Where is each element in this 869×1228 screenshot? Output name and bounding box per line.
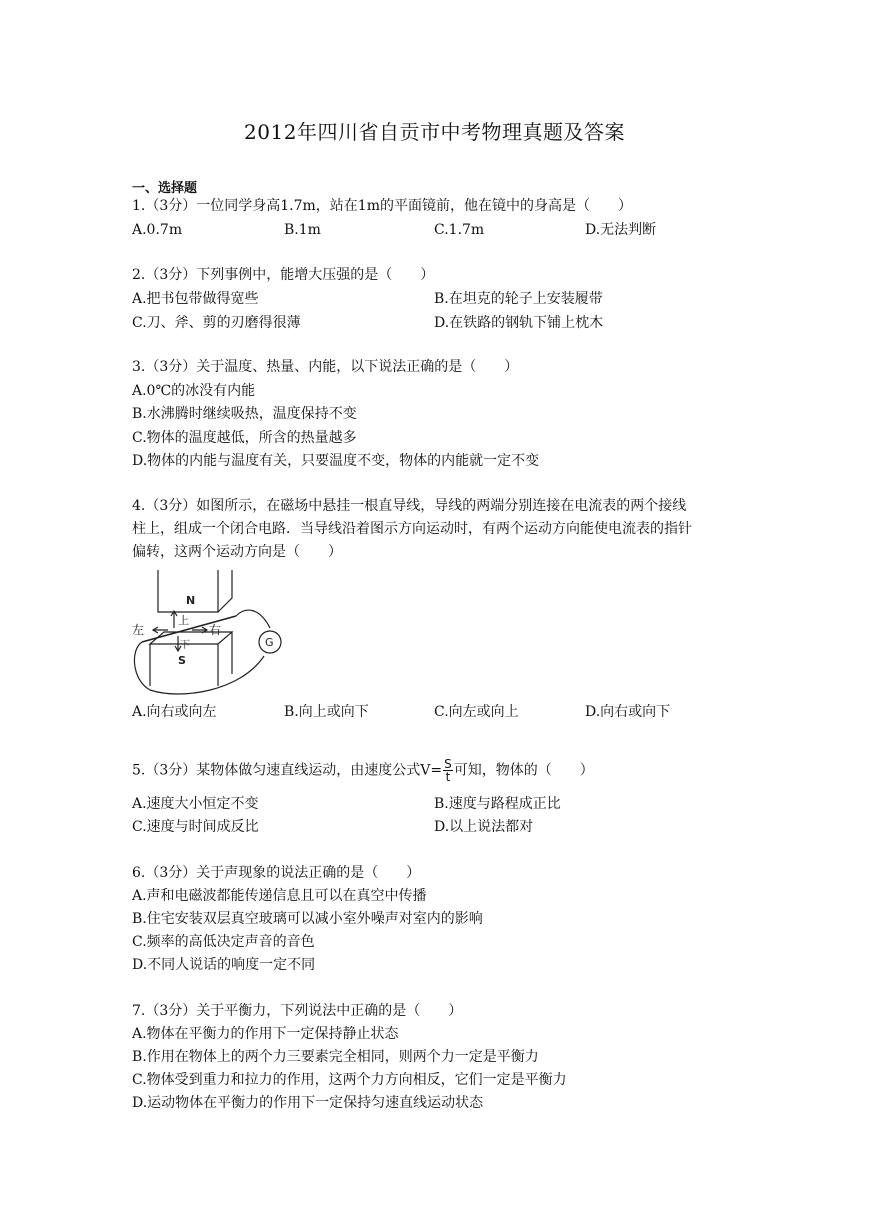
question-2-option-b: B.在坦克的轮子上安装履带 bbox=[434, 291, 603, 307]
question-5-option-c: C.速度与时间成反比 bbox=[132, 819, 259, 835]
question-4-option-c: C.向左或向上 bbox=[434, 704, 519, 720]
right-label: 右 bbox=[209, 623, 222, 637]
question-6-option-b: B.住宅安装双层真空玻璃可以减小室外噪声对室内的影响 bbox=[132, 911, 483, 927]
up-label: 上 bbox=[178, 614, 189, 627]
galvanometer-label: G bbox=[265, 636, 274, 649]
magnetic-induction-diagram bbox=[128, 568, 288, 698]
formula-denominator: t bbox=[445, 770, 451, 784]
question-5-stem-after: 可知，物体的（ ） bbox=[453, 762, 594, 779]
circuit-wire-lower bbox=[134, 642, 264, 694]
north-pole-label: N bbox=[186, 594, 196, 607]
question-6-option-a: A.声和电磁波都能传递信息且可以在真空中传播 bbox=[132, 888, 427, 904]
question-7-option-c: C.物体受到重力和拉力的作用，这两个力方向相反，它们一定是平衡力 bbox=[132, 1072, 567, 1088]
question-5-stem-before: 5.（3分）某物体做匀速直线运动，由速度公式 bbox=[132, 762, 421, 779]
south-magnet-sides bbox=[150, 632, 232, 686]
conductor-wire bbox=[142, 616, 236, 642]
question-1-stem: 1.（3分）一位同学身高1.7m，站在1m的平面镜前，他在镜中的身高是（ ） bbox=[132, 198, 632, 214]
question-3-stem: 3.（3分）关于温度、热量、内能，以下说法正确的是（ ） bbox=[132, 359, 519, 375]
question-2-option-d: D.在铁路的钢轨下铺上枕木 bbox=[434, 315, 604, 331]
question-6-option-d: D.不同人说话的响度一定不同 bbox=[132, 957, 316, 973]
question-7-option-a: A.物体在平衡力的作用下一定保持静止状态 bbox=[132, 1026, 399, 1042]
question-4-option-a: A.向右或向左 bbox=[132, 704, 217, 720]
question-1-option-b: B.1m bbox=[284, 222, 321, 238]
page-title: 2012年四川省自贡市中考物理真题及答案 bbox=[244, 120, 625, 144]
question-4-stem-line-1: 4.（3分）如图所示，在磁场中悬挂一根直导线，导线的两端分别连接在电流表的两个接线 bbox=[132, 498, 687, 514]
question-7-stem: 7.（3分）关于平衡力，下列说法中正确的是（ ） bbox=[132, 1003, 463, 1019]
south-pole-label: S bbox=[178, 654, 186, 667]
down-label: 下 bbox=[180, 640, 190, 651]
formula-numerator: S bbox=[444, 757, 452, 771]
question-1-option-a: A.0.7m bbox=[132, 222, 183, 238]
question-4-option-d: D.向右或向下 bbox=[585, 704, 671, 720]
question-5-option-d: D.以上说法都对 bbox=[434, 819, 534, 835]
question-3-option-d: D.物体的内能与温度有关，只要温度不变，物体的内能就一定不变 bbox=[132, 453, 540, 469]
question-3-option-a: A.0℃的冰没有内能 bbox=[132, 383, 256, 399]
question-1-option-d: D.无法判断 bbox=[585, 222, 657, 238]
section-heading: 一、选择题 bbox=[132, 181, 198, 196]
question-2-option-a: A.把书包带做得宽些 bbox=[132, 291, 259, 307]
question-5-option-b: B.速度与路程成正比 bbox=[434, 796, 561, 812]
question-5-option-a: A.速度大小恒定不变 bbox=[132, 796, 259, 812]
speed-formula-fraction bbox=[443, 758, 453, 783]
question-4-stem-line-3: 偏转，这两个运动方向是（ ） bbox=[132, 544, 342, 560]
left-label: 左 bbox=[132, 623, 145, 637]
question-4-stem-line-2: 柱上，组成一个闭合电路．当导线沿着图示方向运动时，有两个运动方向能使电流表的指针 bbox=[132, 521, 692, 537]
question-6-option-c: C.频率的高低决定声音的音色 bbox=[132, 934, 315, 950]
question-1-option-c: C.1.7m bbox=[434, 222, 485, 238]
question-4-option-b: B.向上或向下 bbox=[284, 704, 369, 720]
question-2-option-c: C.刀、斧、剪的刃磨得很薄 bbox=[132, 315, 301, 331]
question-2-stem: 2.（3分）下列事例中，能增大压强的是（ ） bbox=[132, 267, 435, 283]
question-7-option-b: B.作用在物体上的两个力三要素完全相同，则两个力一定是平衡力 bbox=[132, 1049, 539, 1065]
question-3-option-b: B.水沸腾时继续吸热，温度保持不变 bbox=[132, 406, 357, 422]
question-3-option-c: C.物体的温度越低，所含的热量越多 bbox=[132, 430, 357, 446]
question-7-option-d: D.运动物体在平衡力的作用下一定保持匀速直线运动状态 bbox=[132, 1095, 484, 1111]
question-6-stem: 6.（3分）关于声现象的说法正确的是（ ） bbox=[132, 865, 421, 881]
speed-formula-lhs: V= bbox=[420, 762, 443, 779]
question-5-stem bbox=[132, 758, 594, 783]
circuit-wire-upper bbox=[236, 610, 270, 628]
up-arrow bbox=[171, 611, 177, 628]
north-magnet-side bbox=[218, 570, 232, 612]
